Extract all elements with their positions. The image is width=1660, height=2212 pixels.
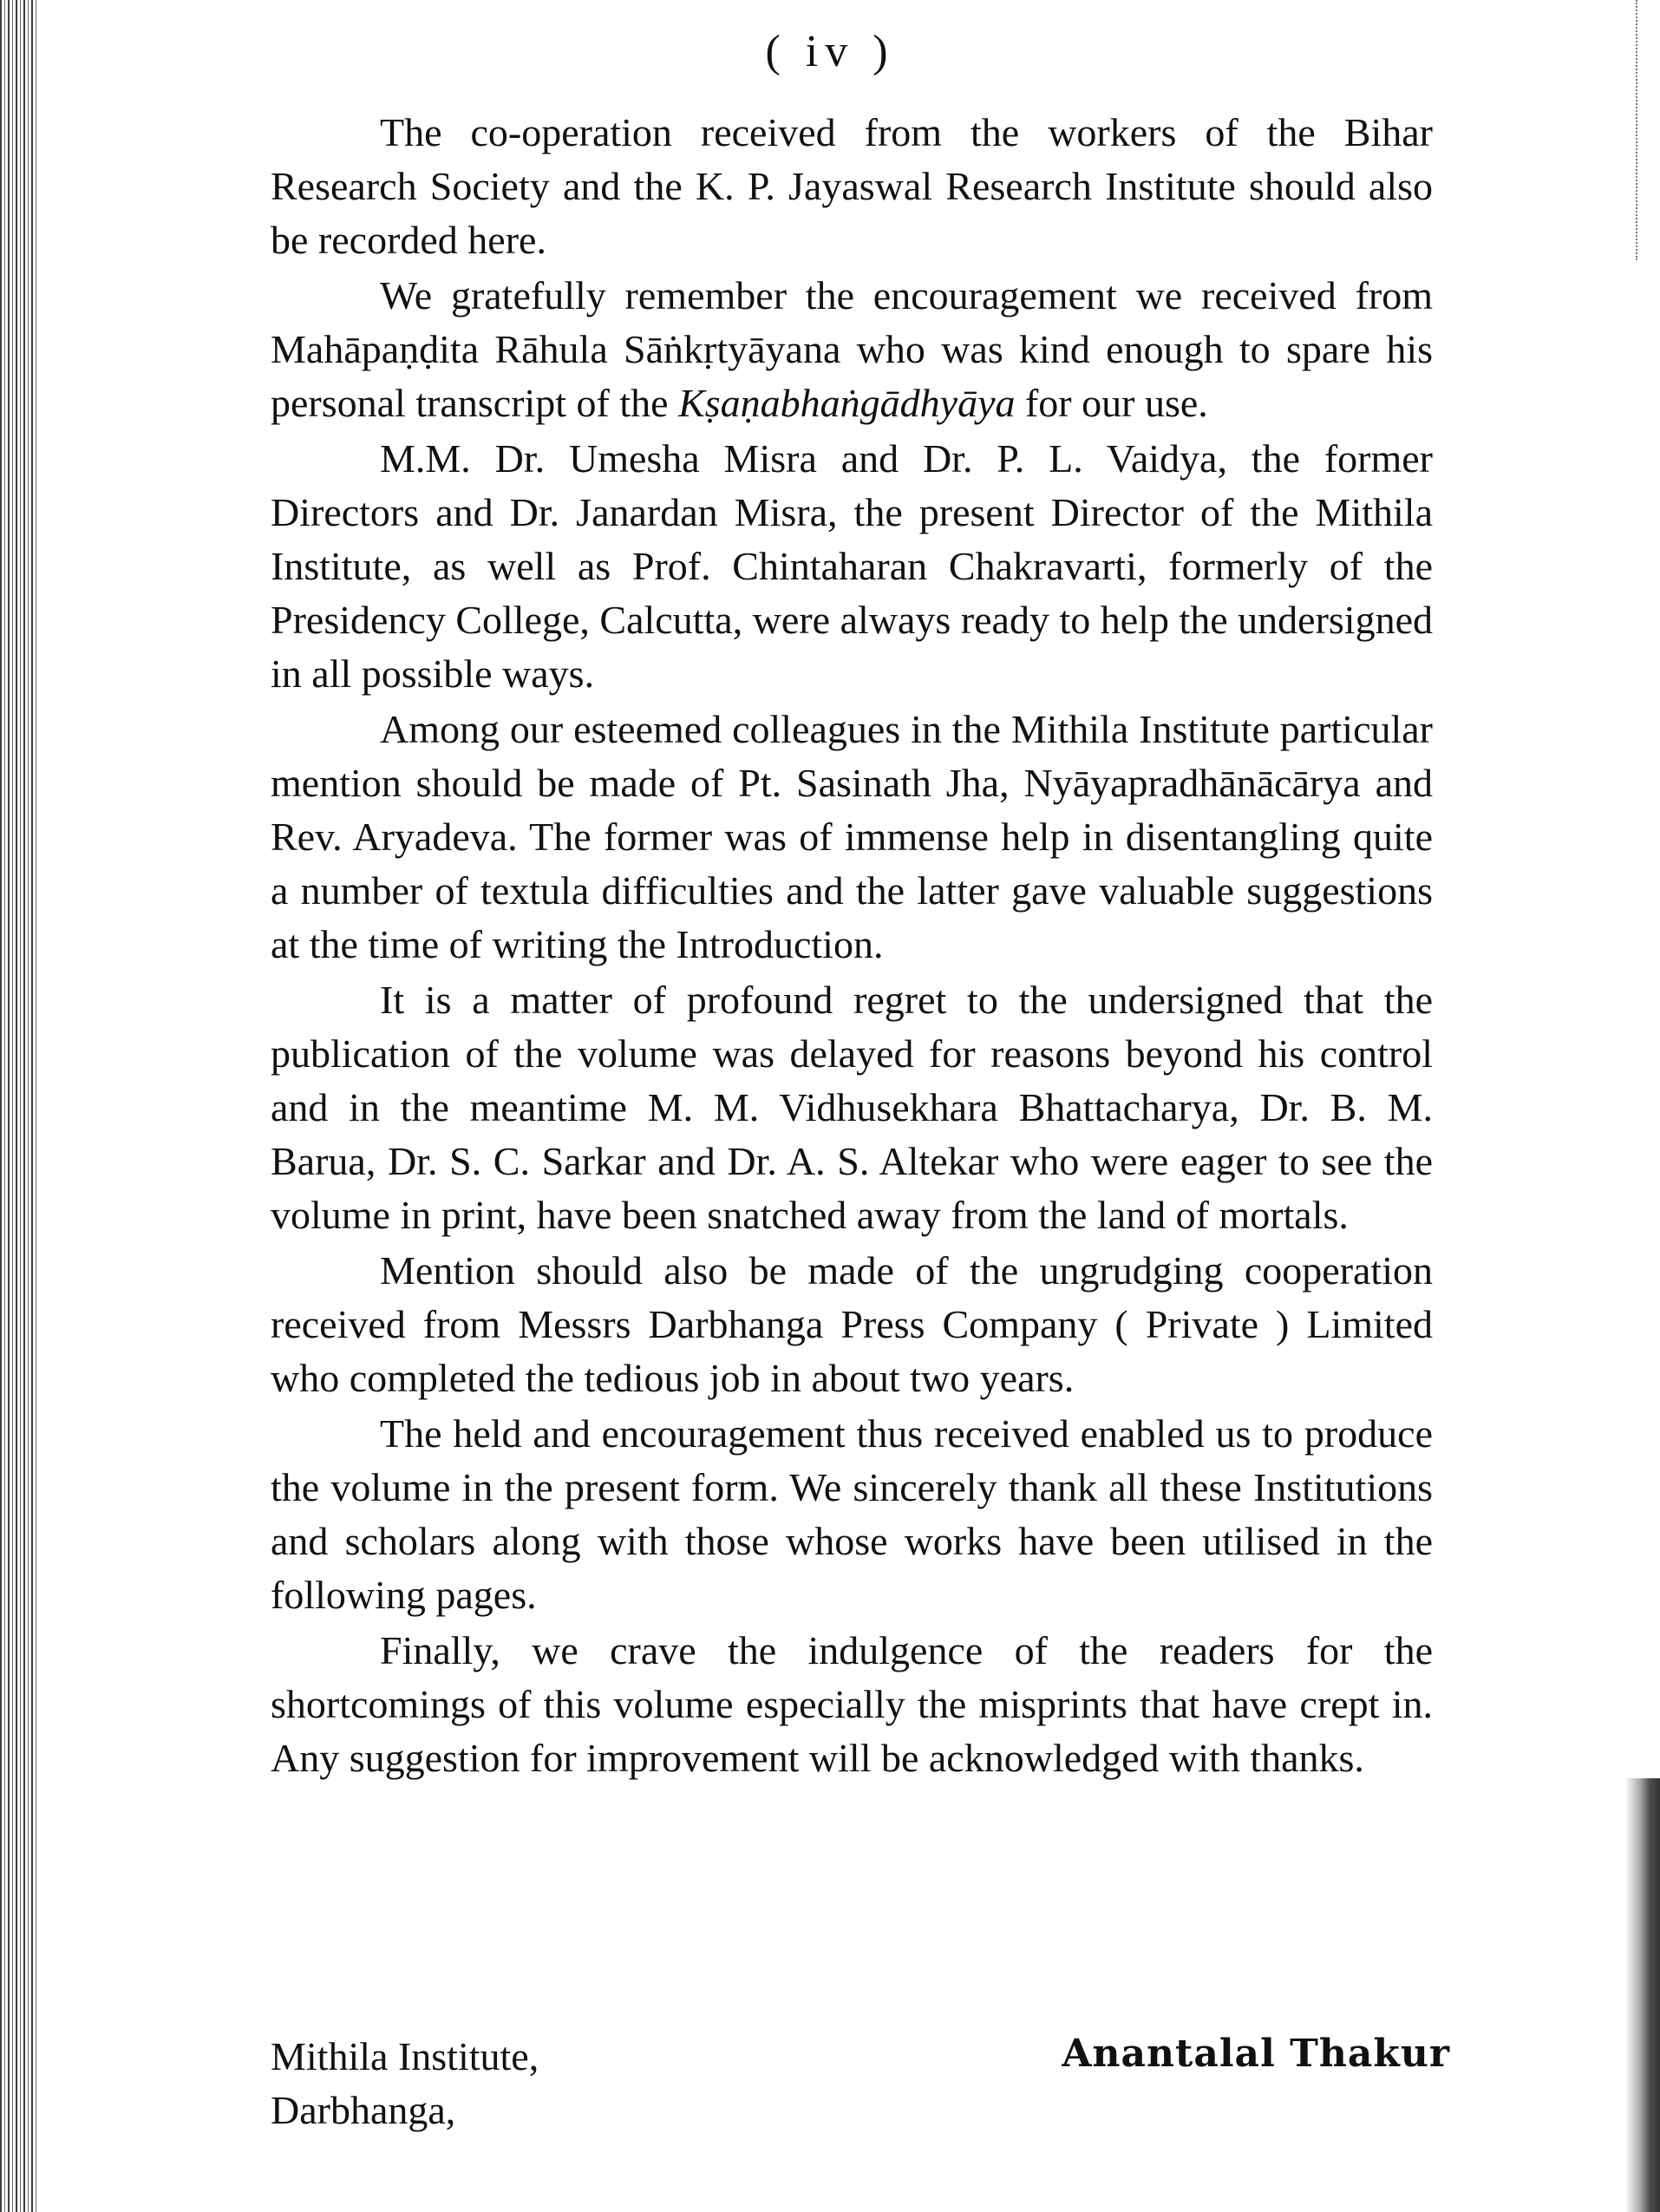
paragraph-2-before: We gratefully remember the encouragement we received from Mahāpaṇḍita Rāhula Sāṅkṛtyāyana who was kind enough to spare his personal transcript of the [271,273,1433,425]
paragraph-5: It is a matter of profound regret to the undersigned that the publication of the volume was delayed for reasons beyond his control and in the meantime M. M. Vidhusekhara Bhattacharya, Dr. B. M. Barua, Dr. S. C. Sarkar and Dr. A. S. Altekar who were eager to see the volume in print, have been snatched away from the land of mortals. [271,978,1433,1237]
paragraph-2-after: for our use. [1015,381,1208,425]
paragraph-8: Finally, we crave the indulgence of the readers for the shortcomings of this volume especially the misprints that have crept in. Any suggestion for improvement will be acknowledged with thanks. [271,1628,1433,1780]
place-line-1: Mithila Institute, [271,2034,539,2078]
paragraph-6: Mention should also be made of the ungrudging cooperation received from Messrs Darbhanga Press Company ( Private ) Limited who completed the tedious job in about two years. [271,1248,1433,1400]
signer-name: Anantalal Thakur [1062,2032,1450,2076]
place-line-2: Darbhanga, [271,2088,456,2132]
paragraph-3: M.M. Dr. Umesha Misra and Dr. P. L. Vaidya, the former Directors and Dr. Janardan Misra, the present Director of the Mithila Institute, as well as Prof. Chintaharan Chakravarti, formerly of the Presidency College, Calcutta, were always ready to help the undersigned in all possible ways. [271,436,1433,696]
paragraph-1: The co-operation received from the workers of the Bihar Research Society and the K. P. Jayaswal Research Institute should also be recorded here. [271,110,1433,262]
scan-edge-left [0,0,38,2212]
signature-block [271,2030,1450,2151]
paragraph-2-title: Kṣaṇabhaṅgādhyāya [678,381,1016,425]
page-body [271,106,1433,1787]
paragraph-7: The held and encouragement thus received enabled us to produce the volume in the present form. We sincerely thank all these Institutions and scholars along with those whose works have been utilised in the following pages. [271,1411,1433,1617]
scan-edge-right [1625,1778,1660,2212]
paragraph-4: Among our esteemed colleagues in the Mithila Institute particular mention should be made of Pt. Sasinath Jha, Nyāyapradhānācārya and Rev. Aryadeva. The former was of immense help in disentangling quite a number of textula difficulties and the latter gave valuable suggestions at the time of writing the Introduction. [271,707,1433,966]
page-number: ( iv ) [765,27,895,76]
place-block [271,2030,539,2137]
paragraph-2 [271,269,1433,430]
